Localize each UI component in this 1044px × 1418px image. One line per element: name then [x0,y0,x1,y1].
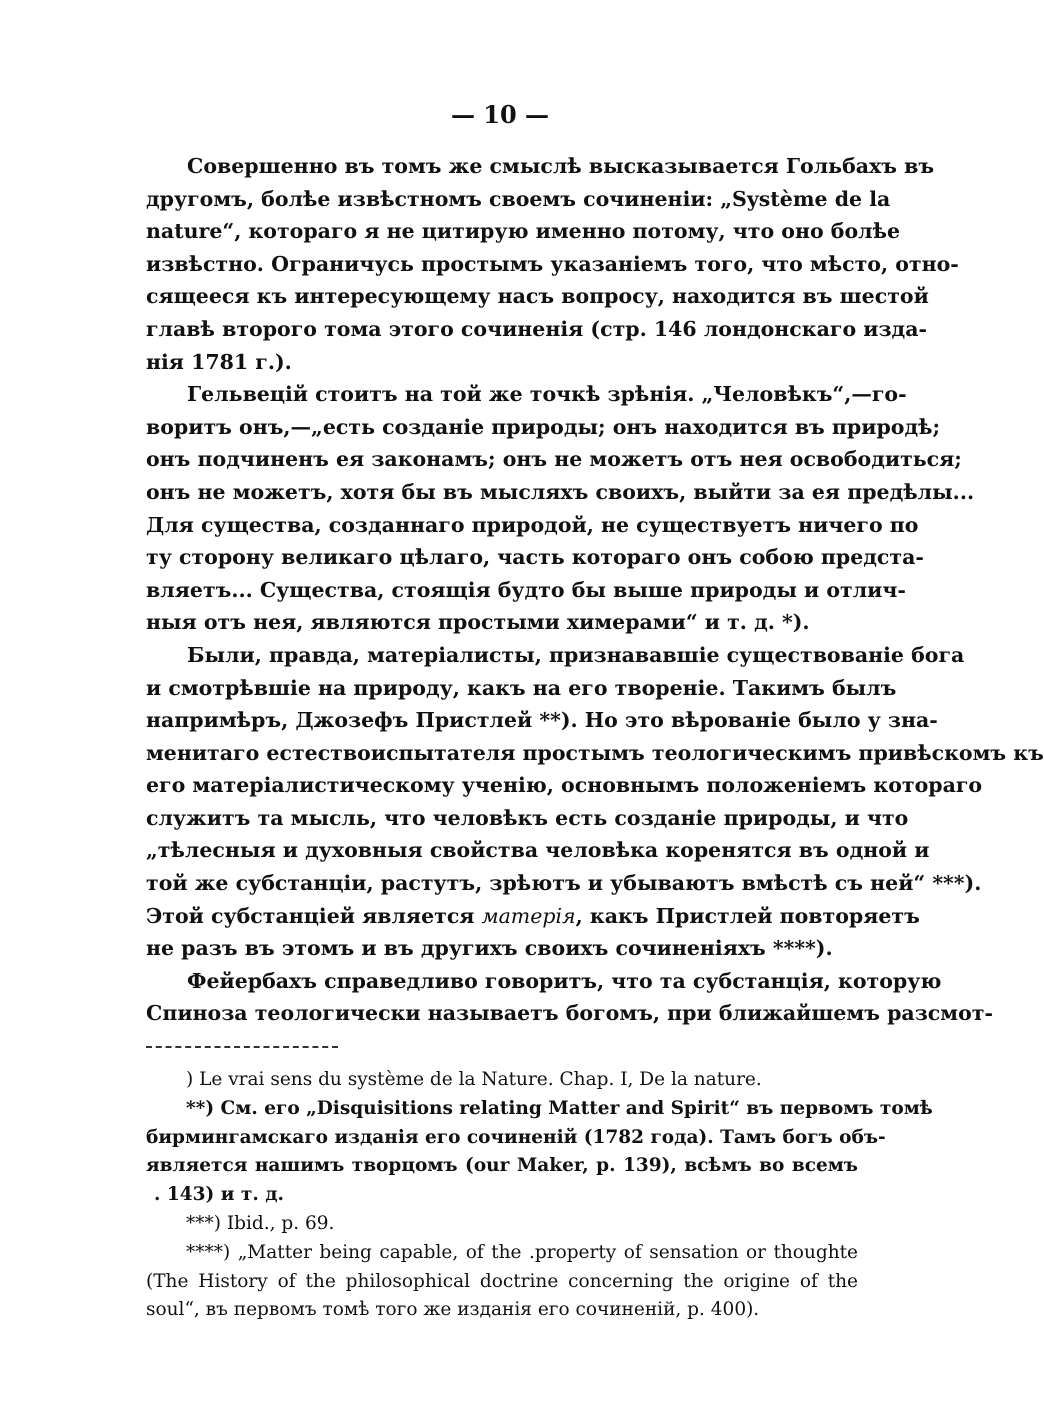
footnote-2-line: . 143) и т. д. [154,1184,284,1206]
text-line: вляетъ... Существа, стоящія будто бы выше природы и отлич- [146,577,906,602]
text-fragment: Этой субстанціей является [146,903,482,928]
footnotes [146,1066,933,1325]
page-number: — 10 — [450,100,550,129]
text-line: воритъ онъ,—„есть созданіе природы; онъ находится въ природѣ; [146,414,941,439]
text-line: менитаго естествоиспытателя простымъ теологическимъ привѣскомъ къ [146,740,1044,765]
footnote-separator [146,1046,338,1048]
text-line: той же субстанціи, растутъ, зрѣютъ и убываютъ вмѣстѣ съ ней“ ***). [146,871,982,896]
text-line: онъ не можетъ, хотя бы въ мысляхъ своихъ, выйти за ея предѣлы... [146,479,975,504]
text-line: сящееся къ интересующему насъ вопросу, находится въ шестой [146,284,929,309]
footnote-4-line: (The History of the philosophical doctrine concerning the origine of the [146,1270,858,1292]
text-line: Фейербахъ справедливо говоритъ, что та субстанція, которую [187,968,942,993]
text-fragment: , какъ Пристлей повторяетъ [575,903,920,928]
text-line: не разъ въ этомъ и въ другихъ своихъ сочиненіяхъ ****). [146,936,833,961]
text-line: Спиноза теологически называетъ богомъ, при ближайшемъ разсмот- [146,1001,993,1026]
text-line: его матеріалистическому ученію, основнымъ положеніемъ котораго [146,773,983,798]
paragraph-2 [146,378,975,639]
text-line: извѣстно. Ограничусь простымъ указаніемъ того, что мѣсто, отно- [146,251,959,276]
text-line: служитъ та мысль, что человѣкъ есть созданіе природы, и что [146,805,909,830]
paragraph-3 [146,639,1044,965]
text-line: Были, правда, матеріалисты, признававшіе существованіе бога [187,642,965,667]
footnote-2-line: бирмингамскаго изданія его сочиненій (1782 года). Тамъ богъ объ- [146,1126,886,1148]
text-line: напримѣръ, Джозефъ Пристлей **). Но это вѣрованіе было у зна- [146,708,938,733]
text-line [146,900,920,933]
text-line: и смотрѣвшіе на природу, какъ на его твореніе. Такимъ былъ [146,675,897,700]
text-line: главѣ второго тома этого сочиненія (стр. 146 лондонскаго изда- [146,316,927,341]
main-text [146,150,1044,1030]
paragraph-1 [146,150,959,378]
text-line: ныя отъ нея, являются простыми химерами“ и т. д. *). [146,610,810,635]
paragraph-4 [146,965,993,1030]
text-line: „тѣлесныя и духовныя свойства человѣка коренятся въ одной и [146,838,930,863]
text-line: Совершенно въ томъ же смыслѣ высказывается Гольбахъ въ [187,154,935,178]
footnote-4-line: ****) „Matter being capable, of the .property of sensation or thoughte [186,1241,858,1263]
text-line: nature“, котораго я не цитирую именно потому, что оно болѣе [146,219,901,244]
footnote-2-line: является нашимъ творцомъ (our Maker, p. 139), всѣмъ во всемъ [146,1155,858,1177]
footnote-3: ***) Ibid., p. 69. [186,1212,335,1234]
text-line: другомъ, болѣе извѣстномъ своемъ сочиненіи: „Système de la [146,186,891,211]
text-line: нія 1781 г.). [146,349,292,374]
footnote-4-line: soul“, въ первомъ томѣ того же изданія его сочиненій, p. 400). [146,1299,760,1321]
footnote-1: ) Le vrai sens du système de la Nature. Chap. I, De la nature. [186,1069,762,1090]
emphasis-word: матерія [481,903,576,928]
footnote-2-line: **) См. его „Disquisitions relating Matter and Spirit“ въ первомъ томѣ [186,1097,933,1119]
text-line: Для существа, созданнаго природой, не существуетъ ничего по [146,512,919,537]
text-line: ту сторону великаго цѣлаго, часть котораго онъ собою предста- [146,545,924,570]
text-line: онъ подчиненъ ея законамъ; онъ не можетъ отъ нея освободиться; [146,447,962,472]
text-line: Гельвецій стоитъ на той же точкѣ зрѣнія. „Человѣкъ“,—го- [187,382,907,407]
